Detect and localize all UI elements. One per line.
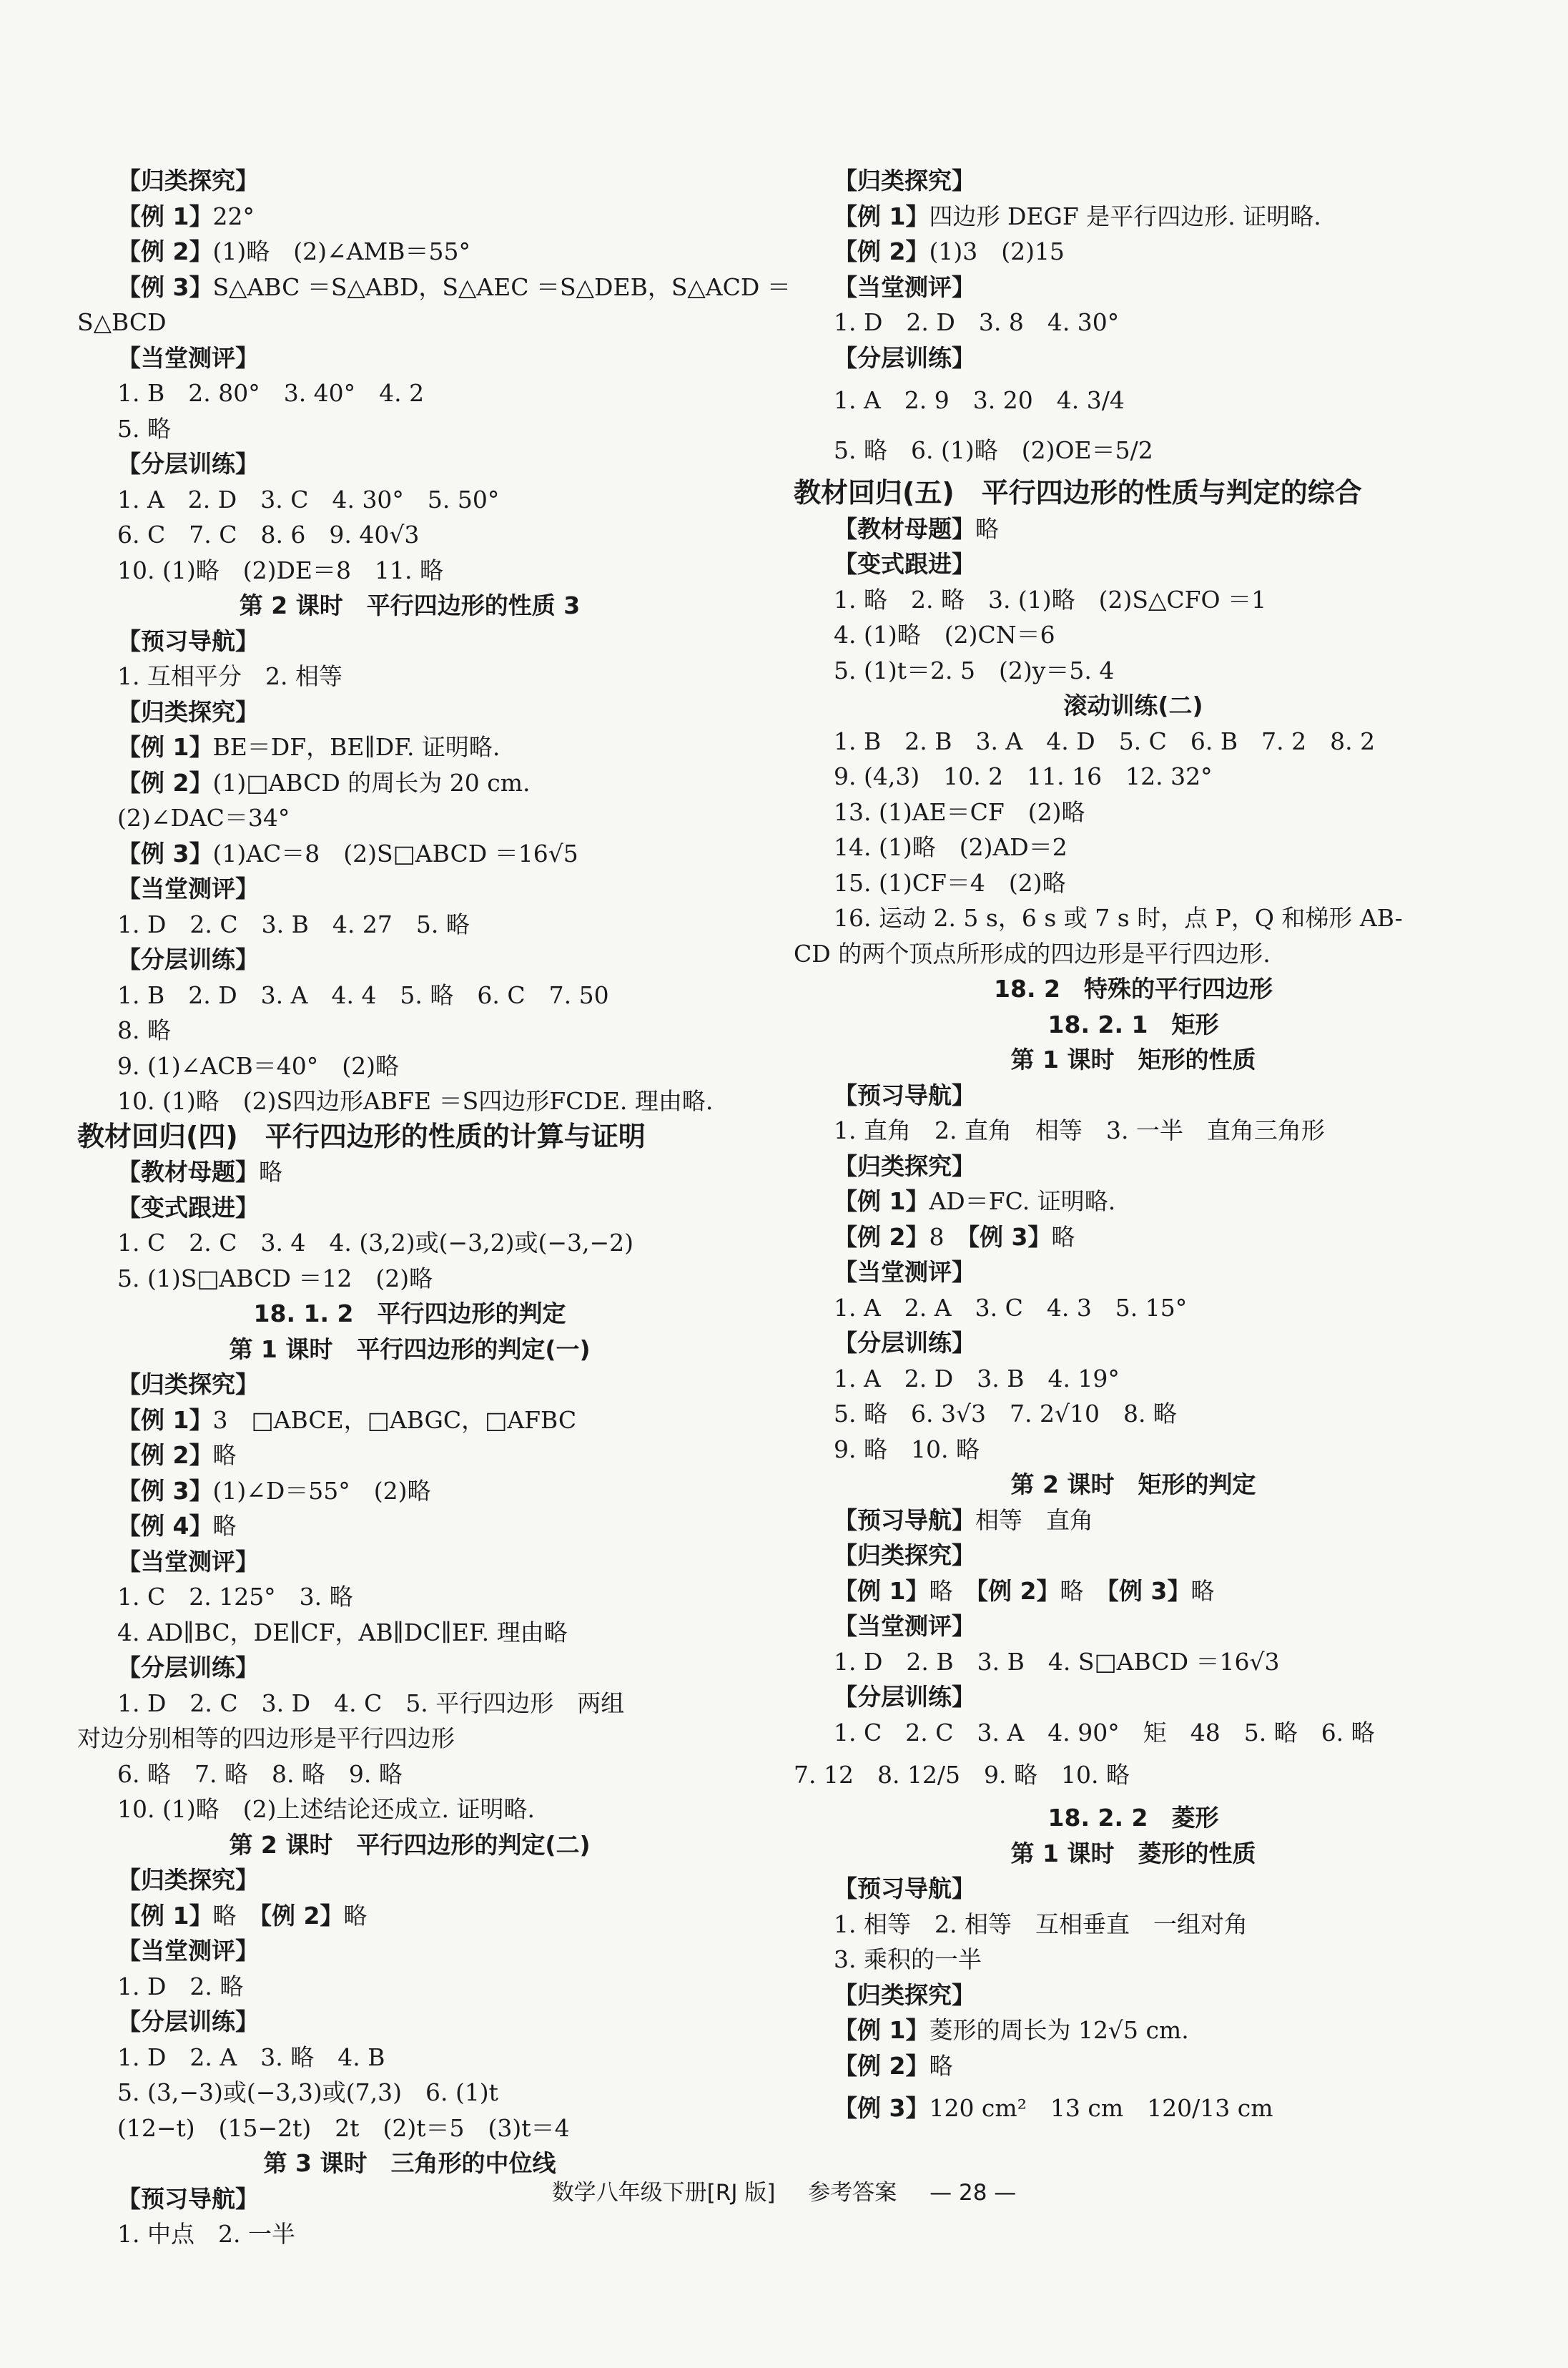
answer-line: 3. 乘积的一半	[834, 1945, 982, 1973]
answer-line: 【当堂测评】	[117, 875, 259, 903]
answer-line: 【分层训练】	[117, 945, 259, 973]
answer-line: 【当堂测评】	[117, 1937, 259, 1965]
answer-line: 【归类探究】	[834, 167, 975, 195]
answer-line: 【分层训练】	[834, 1329, 975, 1357]
section-heading: 第 2 课时 平行四边形的性质 3	[239, 591, 581, 619]
answer-line: 【例 1】AD＝FC. 证明略.	[834, 1187, 1116, 1215]
section-heading: 18. 2. 2 菱形	[1047, 1804, 1219, 1832]
answer-line: 1. C 2. C 3. A 4. 90° 矩 48 5. 略 6. 略	[834, 1718, 1375, 1746]
answer-line: 1. 直角 2. 直角 相等 3. 一半 直角三角形	[834, 1116, 1325, 1144]
answer-line: 【归类探究】	[117, 1370, 259, 1398]
answer-line: CD 的两个顶点所形成的四边形是平行四边形.	[794, 939, 1271, 968]
answer-line: 【预习导航】	[117, 627, 259, 655]
answer-line: 9. (4,3) 10. 2 11. 16 12. 32°	[834, 762, 1213, 790]
answer-line: 【分层训练】	[834, 1683, 975, 1711]
answer-line: 【分层训练】	[117, 2008, 259, 2035]
answer-line: 1. D 2. B 3. B 4. S□ABCD ＝16√3	[834, 1647, 1280, 1676]
answer-line: 9. (1)∠ACB＝40° (2)略	[117, 1051, 399, 1080]
answer-line: 【当堂测评】	[117, 343, 259, 372]
answer-line: 10. (1)略 (2)DE＝8 11. 略	[117, 556, 443, 584]
answer-line: 【分层训练】	[834, 343, 975, 372]
answer-line: 【例 4】略	[117, 1512, 237, 1540]
answer-line: 【例 1】3 □ABCE，□ABGC，□AFBC	[117, 1405, 577, 1434]
answer-line: 10. (1)略 (2)上述结论还成立. 证明略.	[117, 1795, 535, 1823]
section-heading: 第 3 课时 三角形的中位线	[263, 2149, 556, 2177]
answer-line: 15. (1)CF＝4 (2)略	[834, 868, 1066, 897]
answer-line: 【教材母题】略	[117, 1158, 282, 1186]
answer-line: 1. D 2. A 3. 略 4. B	[117, 2043, 385, 2071]
answer-line: 【例 1】略 【例 2】略 【例 3】略	[834, 1576, 1215, 1605]
answer-line: 【教材母题】略	[834, 514, 999, 543]
answer-line: 【当堂测评】	[117, 1547, 259, 1576]
answer-line: 【归类探究】	[117, 697, 259, 726]
answer-line: (2)∠DAC＝34°	[117, 804, 290, 832]
answer-line: 1. 互相平分 2. 相等	[117, 662, 342, 690]
answer-line: 1. 中点 2. 一半	[117, 2220, 295, 2248]
section-heading: 第 2 课时 矩形的判定	[1010, 1470, 1256, 1498]
answer-line: 【例 1】菱形的周长为 12√5 cm.	[834, 2016, 1189, 2044]
answer-line: 【当堂测评】	[834, 1612, 975, 1640]
answer-line: 【归类探究】	[117, 167, 259, 195]
answer-line: 【预习导航】	[117, 2184, 259, 2213]
answer-line: 1. A 2. D 3. C 4. 30° 5. 50°	[117, 485, 500, 514]
answer-line: 5. 略 6. 3√3 7. 2√10 8. 略	[834, 1400, 1177, 1428]
answer-line: 【例 2】(1)3 (2)15	[834, 237, 1065, 265]
answer-line: (12−t) (15−2t) 2t (2)t＝5 (3)t＝4	[117, 2113, 570, 2142]
section-heading: 18. 1. 2 平行四边形的判定	[253, 1300, 566, 1327]
answer-line: 1. 相等 2. 相等 互相垂直 一组对角	[834, 1910, 1248, 1938]
answer-line: 【归类探究】	[834, 1980, 975, 2009]
answer-line: 【变式跟进】	[834, 550, 975, 578]
answer-line: 5. 略 6. (1)略 (2)OE＝5/2	[834, 436, 1153, 464]
answer-line: 【例 2】(1)略 (2)∠AMB＝55°	[117, 237, 470, 265]
answer-line: 【例 3】120 cm² 13 cm 120/13 cm	[834, 2094, 1273, 2122]
answer-line: 【当堂测评】	[834, 272, 975, 301]
page-footer	[0, 2174, 1568, 2206]
answer-line: S△BCD	[77, 308, 167, 336]
answer-line: 5. (1)t＝2. 5 (2)y＝5. 4	[834, 656, 1115, 684]
section-heading: 第 2 课时 平行四边形的判定(二)	[229, 1830, 591, 1859]
answer-line: 【例 3】(1)AC＝8 (2)S□ABCD ＝16√5	[117, 839, 578, 868]
answer-line: 【归类探究】	[117, 1866, 259, 1894]
answer-line: 6. 略 7. 略 8. 略 9. 略	[117, 1759, 403, 1788]
answer-line: 【预习导航】相等 直角	[834, 1505, 1093, 1534]
section-heading: 18. 2 特殊的平行四边形	[994, 975, 1273, 1003]
answer-line: 16. 运动 2. 5 s，6 s 或 7 s 时，点 P，Q 和梯形 AB-	[834, 904, 1403, 932]
answer-line: 1. D 2. C 3. B 4. 27 5. 略	[117, 910, 470, 938]
right-column	[794, 163, 1473, 2133]
answer-line: 【分层训练】	[117, 1654, 259, 1681]
answer-line: 5. (1)S□ABCD ＝12 (2)略	[117, 1264, 433, 1292]
answer-line: 【预习导航】	[834, 1875, 975, 1902]
answer-line: 【分层训练】	[117, 450, 259, 478]
answer-line: 1. D 2. D 3. 8 4. 30°	[834, 308, 1120, 336]
answer-line: 1. A 2. A 3. C 4. 3 5. 15°	[834, 1293, 1188, 1322]
answer-line: 1. B 2. B 3. A 4. D 5. C 6. B 7. 2 8. 2	[834, 727, 1376, 755]
answer-line: 4. AD∥BC，DE∥CF，AB∥DC∥EF. 理由略	[117, 1618, 568, 1646]
answer-line: 8. 略	[117, 1016, 171, 1044]
answer-line: 【归类探究】	[834, 1151, 975, 1180]
answer-line: 1. D 2. C 3. D 4. C 5. 平行四边形 两组	[117, 1689, 625, 1717]
answer-line: 10. (1)略 (2)S四边形ABFE ＝S四边形FCDE. 理由略.	[117, 1087, 714, 1115]
answer-line: 9. 略 10. 略	[834, 1435, 980, 1463]
answer-line: 1. A 2. 9 3. 20 4. 3/4	[834, 386, 1125, 414]
answer-line: 【例 1】BE＝DF，BE∥DF. 证明略.	[117, 733, 501, 761]
answer-line: 1. 略 2. 略 3. (1)略 (2)S△CFO ＝1	[834, 585, 1267, 614]
footer-page-number: — 28 —	[930, 2180, 1017, 2206]
answer-line: 【例 2】(1)□ABCD 的周长为 20 cm.	[117, 768, 531, 797]
section-heading: 教材回归(五) 平行四边形的性质与判定的综合	[794, 477, 1362, 509]
section-heading: 滚动训练(二)	[1063, 692, 1203, 719]
section-heading: 教材回归(四) 平行四边形的性质的计算与证明	[77, 1120, 646, 1152]
answer-line: 7. 12 8. 12/5 9. 略 10. 略	[794, 1761, 1130, 1789]
answer-line: 13. (1)AE＝CF (2)略	[834, 797, 1085, 826]
answer-line: 【例 2】略	[834, 2051, 953, 2080]
answer-line: 14. (1)略 (2)AD＝2	[834, 833, 1067, 861]
answer-line: 【例 1】22°	[117, 202, 255, 230]
section-heading: 第 1 课时 菱形的性质	[1010, 1839, 1256, 1867]
footer-section: 参考答案	[808, 2180, 897, 2206]
answer-line: 【例 3】S△ABC ＝S△ABD，S△AEC ＝S△DEB，S△ACD ＝	[117, 272, 791, 301]
answer-line: 1. B 2. D 3. A 4. 4 5. 略 6. C 7. 50	[117, 981, 609, 1009]
section-heading: 18. 2. 1 矩形	[1047, 1010, 1219, 1038]
answer-line: 【变式跟进】	[117, 1193, 259, 1222]
answer-line: 【例 2】略	[117, 1441, 237, 1469]
answer-line: 5. (3,−3)或(−3,3)或(7,3) 6. (1)t	[117, 2078, 498, 2106]
answer-line: 1. B 2. 80° 3. 40° 4. 2	[117, 379, 425, 407]
answer-line: 1. C 2. C 3. 4 4. (3,2)或(−3,2)或(−3,−2)	[117, 1229, 634, 1257]
answer-line: 【归类探究】	[834, 1541, 975, 1569]
answer-line: 5. 略	[117, 414, 171, 443]
answer-line: 【例 3】(1)∠D＝55° (2)略	[117, 1476, 431, 1505]
answer-line: 1. A 2. D 3. B 4. 19°	[834, 1364, 1120, 1392]
answer-line: 【预习导航】	[834, 1081, 975, 1109]
answer-line: 【例 1】四边形 DEGF 是平行四边形. 证明略.	[834, 202, 1321, 230]
answer-line: 【当堂测评】	[834, 1258, 975, 1286]
left-column	[77, 163, 791, 2252]
answer-line: 1. D 2. 略	[117, 1972, 244, 2000]
answer-line: 【例 2】8 【例 3】略	[834, 1222, 1075, 1251]
section-heading: 第 1 课时 矩形的性质	[1010, 1046, 1256, 1074]
answer-line: 对边分别相等的四边形是平行四边形	[77, 1724, 455, 1752]
answer-line: 4. (1)略 (2)CN＝6	[834, 621, 1055, 649]
section-heading: 第 1 课时 平行四边形的判定(一)	[229, 1335, 591, 1363]
answer-line: 1. C 2. 125° 3. 略	[117, 1583, 353, 1611]
footer-book-title: 数学八年级下册[RJ 版]	[551, 2180, 776, 2206]
answer-line: 6. C 7. C 8. 6 9. 40√3	[117, 521, 420, 549]
answer-line: 【例 1】略 【例 2】略	[117, 1901, 368, 1930]
